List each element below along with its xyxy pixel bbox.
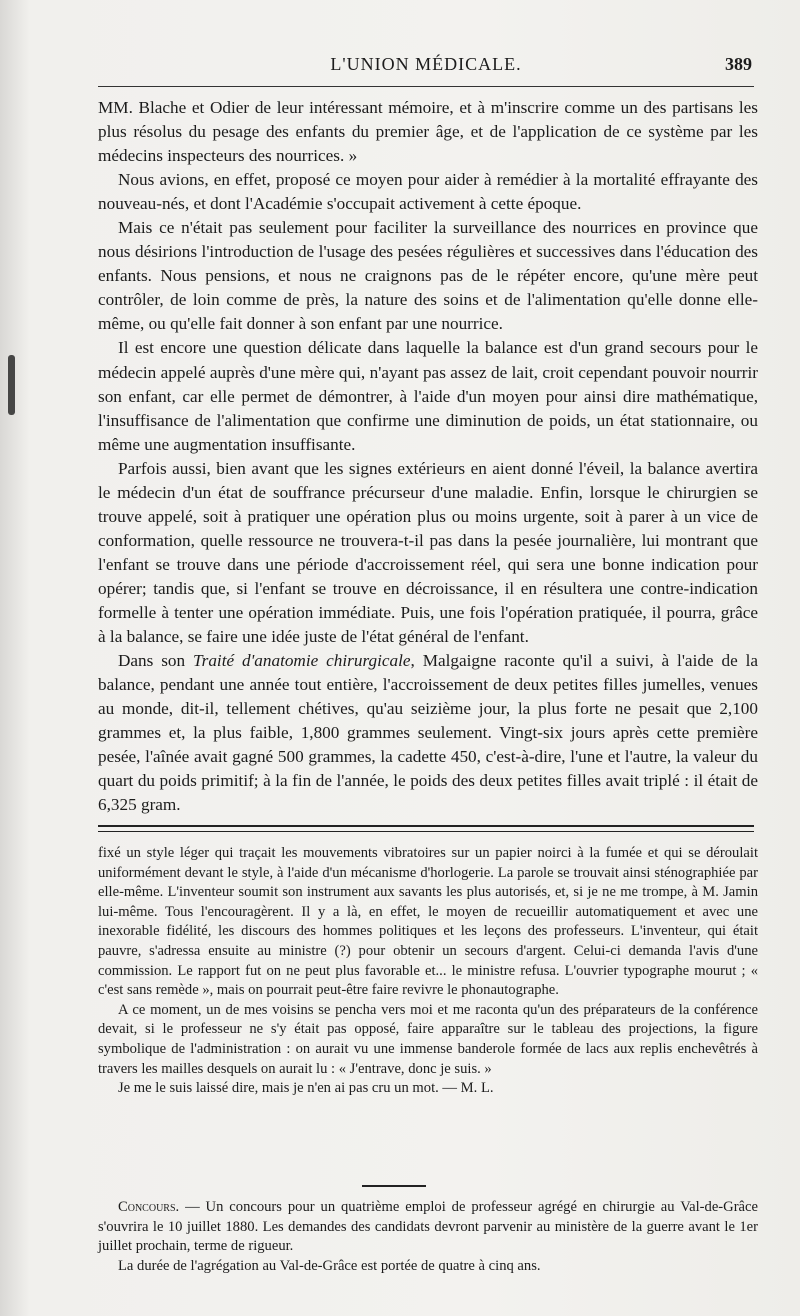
text-run: — Un concours pour un quatrième emploi de professeur agrégé en chirurgie au Val-de-Grâce s'ouvrira le 10 juillet 1880. Les demandes des candidats devront parvenir au ministère de la guerre avant le 1er juillet prochain, terme de rigueur. (98, 1199, 758, 1255)
binding-mark (8, 355, 15, 415)
paragraph: Mais ce n'était pas seulement pour faciliter la surveillance des nourrices en province que nous désirions l'introduction de l'usage des pesées régulières et successives dans l'éducation des enfants. Nous pensions, et nous ne craignons pas de le répéter encore, qu'une mère peut contrôler, de loin comme de près, la nature des soins et de l'alimentation qu'elle donne elle-même, ou qu'elle fait donner à son enfant par une nourrice. (98, 218, 758, 334)
concours-label: Concours. (118, 1199, 180, 1215)
concours-section (98, 1198, 758, 1276)
section-rule (98, 825, 754, 832)
paragraph: Je me le suis laissé dire, mais je n'en ai pas cru un mot. — M. L. (118, 1080, 494, 1097)
text-run: Dans son (118, 651, 194, 671)
text-run: , Malgaigne raconte qu'il a suivi, à l'aide de la balance, pendant une année tout entière, l'accroissement de deux petites filles jumelles, venues au monde, dit-il, tellement chétives, qu'au seizième jour, la plus forte ne pesait que 2,100 grammes et, la plus faible, 1,800 grammes seulement. Vingt-six jours après cette première pesée, l'aînée avait gagné 500 grammes, la cadette 450, c'est-à-dire, l'une et l'autre, la valeur du quart du poids primitif; à la fin de l'année, le poids des deux petites filles avait triplé : il était de 6,325 gram. (98, 651, 759, 815)
paragraph: fixé un style léger qui traçait les mouvements vibratoires sur un papier noirci à la fumée et qui se déroulait uniformément devant le style, à l'aide d'un mécanisme d'horlogerie. La parole se trouvait ainsi sténographiée par elle-même. L'inventeur soumit son instrument aux savants les plus autorisés, et, si je ne me trompe, à M. Jamin lui-même. Tous l'encouragèrent. Il y a là, en effet, le moyen de recueillir automatiquement et avec une inexorable fidélité, les discours des hommes politiques et les leçons des professeurs. L'inventeur, qui était pauvre, s'adressa ensuite au ministre (?) pour obtenir un secours d'argent. Celui-ci demanda l'avis d'une commission. Le rapport fut on ne peut plus favorable et... le ministre refusa. L'ouvrier typographe mourut ; « c'est sans remède », mais on pourrait peut-être faire revivre le phonautographe. (98, 845, 758, 999)
feuilleton-text (98, 844, 758, 1099)
paragraph: La durée de l'agrégation au Val-de-Grâce est portée de quatre à cinq ans. (118, 1257, 541, 1274)
running-header (100, 52, 752, 80)
separator-rule (362, 1185, 426, 1187)
paragraph: Parfois aussi, bien avant que les signes extérieurs en aient donné l'éveil, la balance avertira le médecin d'un état de souffrance précurseur d'une maladie. Enfin, lorsque le chirurgien se trouve appelé, soit à pratiquer une opération plus ou moins urgente, soit à parer à un vice de conformation, quelle ressource ne trouvera-t-il pas dans la pesée journalière, lui montrant que l'enfant se trouve dans une période d'accroissement réel, qui sera une bonne indication pour opérer; tandis que, si l'enfant se trouve en décroissance, il en résultera une contre-indication formelle à tenter une opération immédiate. Puis, une fois l'opération pratiquée, il pourra, grâce à la balance, se faire une idée juste de l'état général de l'enfant. (98, 458, 758, 647)
main-text (98, 96, 758, 817)
page-number: 389 (725, 54, 752, 74)
paragraph (98, 649, 758, 817)
header-rule (98, 86, 754, 87)
paragraph: A ce moment, un de mes voisins se pencha vers moi et me raconta qu'un des préparateurs de la conférence devait, si le professeur ne s'y était pas opposé, faire apparaître sur le tableau des projections, la figure symbolique de l'administration : on aurait vu une immense banderole formée de lacs aux replis enchevêtrés à travers les mailles desquels on aurait lu : « J'entrave, donc je suis. » (98, 1001, 758, 1077)
journal-title: L'UNION MÉDICALE. (330, 54, 522, 74)
paragraph (98, 1198, 758, 1257)
paragraph: Nous avions, en effet, proposé ce moyen pour aider à remédier à la mortalité effrayante des nouveau-nés, et dont l'Académie s'occupait activement à cette époque. (98, 170, 758, 214)
paragraph: Il est encore une question délicate dans laquelle la balance est d'un grand secours pour le médecin appelé auprès d'une mère qui, n'ayant pas assez de lait, croit cependant pouvoir nourrir son enfant, car elle permet de démontrer, à l'aide d'un moyen pour ainsi dire mathématique, l'insuffisance de l'alimentation que confirme une diminution de poids, un état stationnaire, ou même une augmentation insuffisante. (98, 338, 758, 454)
paragraph: MM. Blache et Odier de leur intéressant mémoire, et à m'inscrire comme un des partisans les plus résolus du pesage des enfants du premier âge, et de l'application de ce système par les médecins inspecteurs des nourrices. » (98, 98, 758, 166)
book-title: Traité d'anatomie chirurgicale (193, 651, 411, 671)
